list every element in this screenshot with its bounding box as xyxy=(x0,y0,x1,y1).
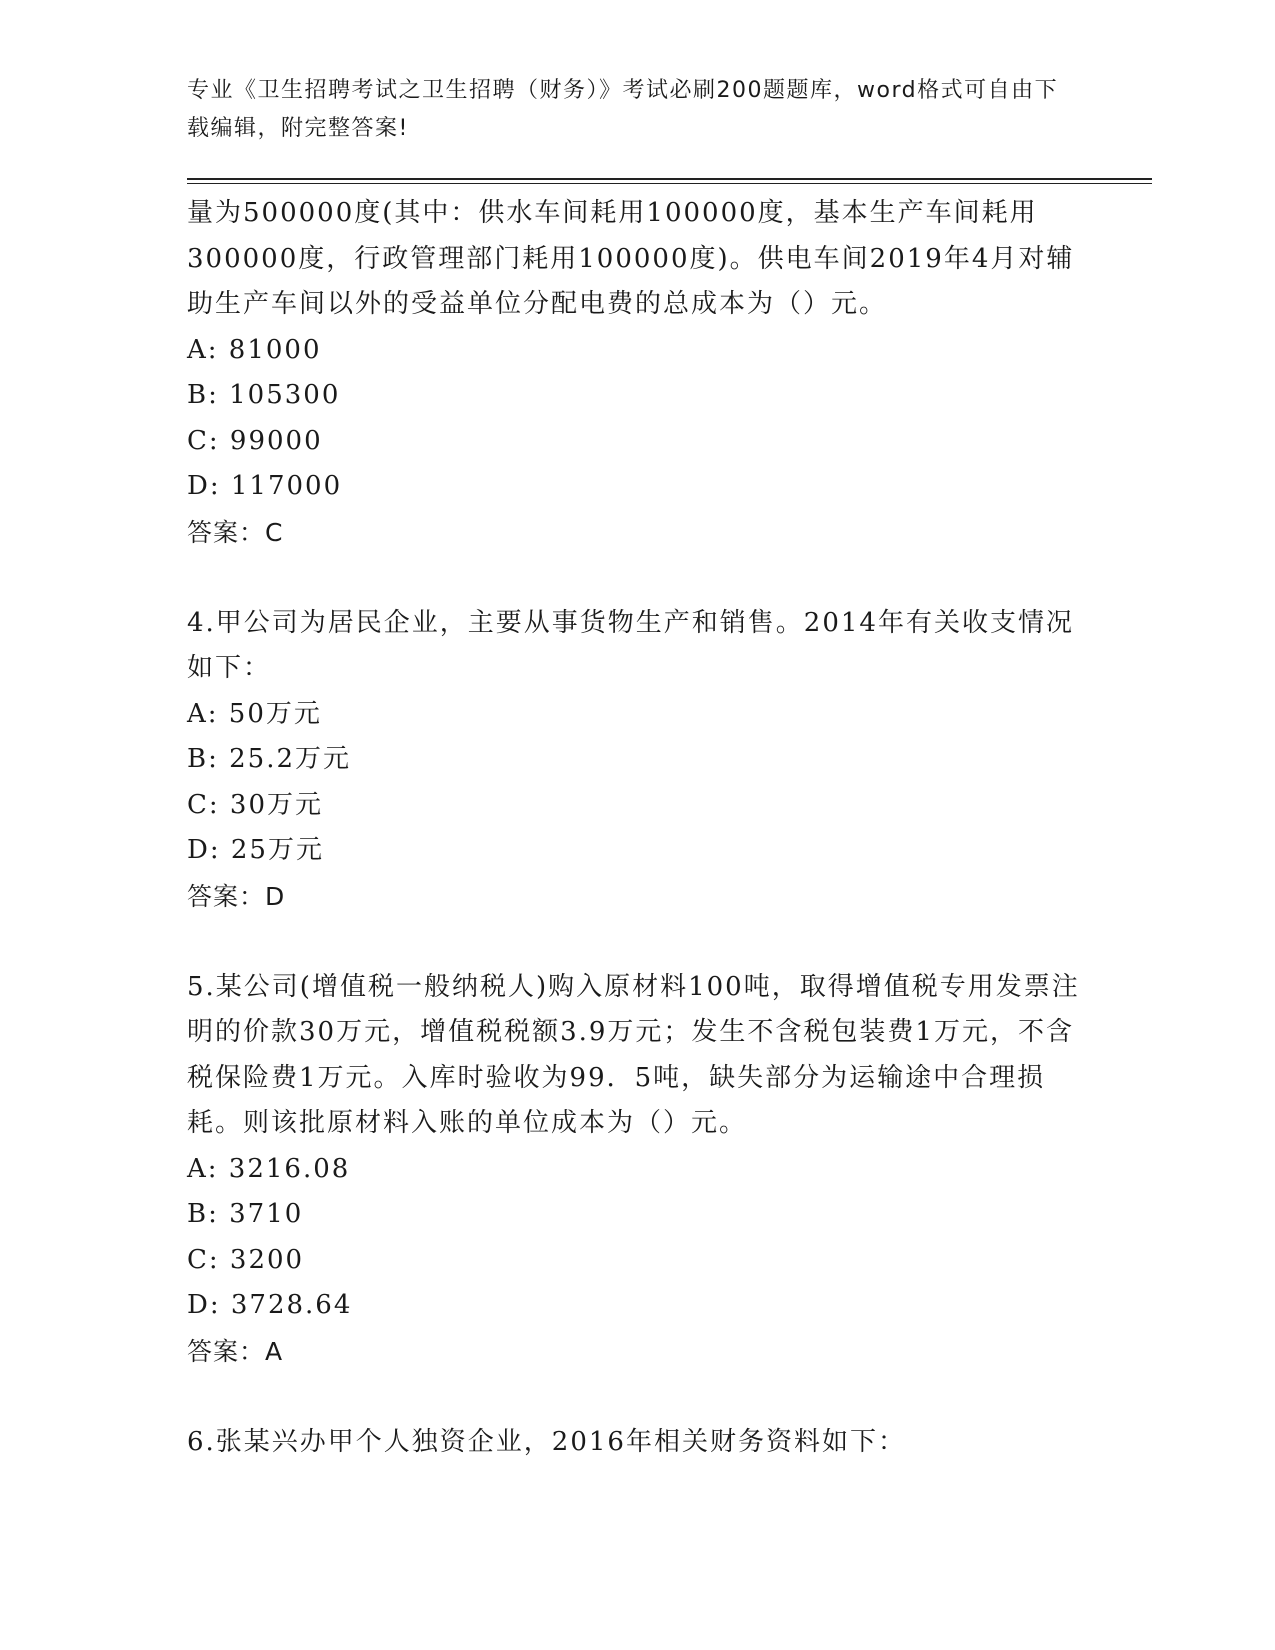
option-b: B: 25.2万元 xyxy=(187,744,352,774)
question-block xyxy=(187,601,1087,920)
option-a: A: 3216.08 xyxy=(187,1153,351,1184)
question-stem: 量为500000度(其中：供水车间耗用100000度，基本生产车间耗用300000度，行政管理部门耗用100000度)。供电车间2019年4月对辅助生产车间以外的受益单位分配电费的总成本为（）元。 xyxy=(187,198,1075,319)
question-block xyxy=(187,965,1087,1375)
answer-line: 答案：A xyxy=(187,1336,284,1366)
question-stem: 4.甲公司为居民企业，主要从事货物生产和销售。2014年有关收支情况如下： xyxy=(187,607,1074,683)
question-stem: 5.某公司(增值税一般纳税人)购入原材料100吨，取得增值税专用发票注明的价款30万元，增值税税额3.9万元；发生不含税包装费1万元，不含税保险费1万元。入库时验收为99．5吨，缺失部分为运输途中合理损耗。则该批原材料入账的单位成本为（）元。 xyxy=(187,971,1080,1138)
question-list xyxy=(187,191,1087,1465)
option-d: D: 3728.64 xyxy=(187,1290,353,1320)
option-c: C: 99000 xyxy=(187,425,323,456)
document-header: 专业《卫生招聘考试之卫生招聘（财务）》考试必刷200题题库，word格式可自由下载编辑，附完整答案! xyxy=(187,78,1059,141)
question-block xyxy=(187,191,1087,555)
option-d: D: 117000 xyxy=(187,471,343,501)
spacer xyxy=(187,1374,1087,1420)
answer-line: 答案：D xyxy=(187,881,286,911)
answer-line: 答案：C xyxy=(187,517,284,547)
question-block xyxy=(187,1420,1087,1466)
question-stem: 6.张某兴办甲个人独资企业，2016年相关财务资料如下： xyxy=(187,1426,906,1457)
header-divider-thick xyxy=(187,178,1152,180)
spacer xyxy=(187,919,1087,965)
option-a: A: 81000 xyxy=(187,334,322,365)
option-c: C: 30万元 xyxy=(187,789,324,820)
option-d: D: 25万元 xyxy=(187,835,324,865)
header-divider-thin xyxy=(187,183,1152,184)
option-b: B: 105300 xyxy=(187,380,341,410)
option-a: A: 50万元 xyxy=(187,698,322,729)
spacer xyxy=(187,555,1087,601)
option-b: B: 3710 xyxy=(187,1199,304,1229)
option-c: C: 3200 xyxy=(187,1244,305,1275)
